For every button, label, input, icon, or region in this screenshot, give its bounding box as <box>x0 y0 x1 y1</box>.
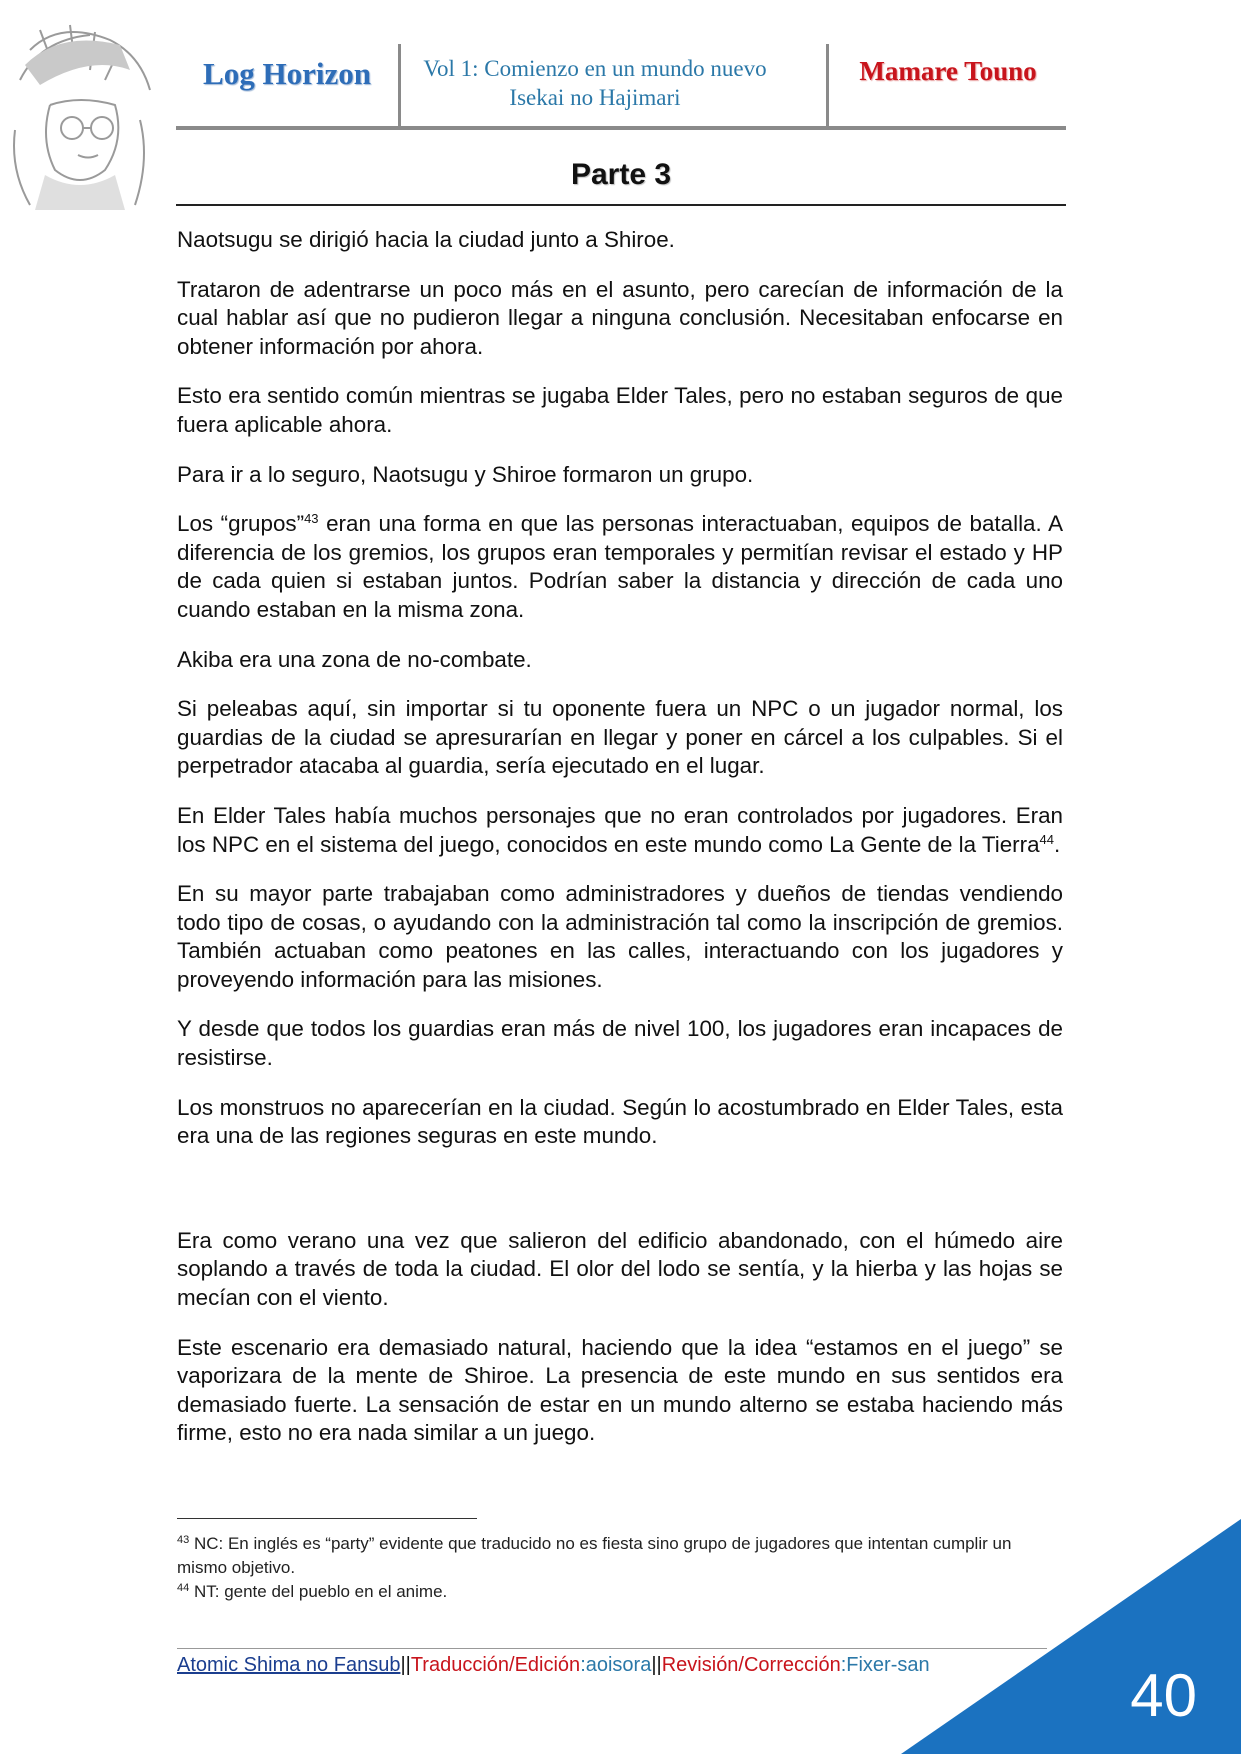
paragraph: Era como verano una vez que salieron del edificio abandonado, con el húmedo aire soplando a través de toda la ciudad. El olor del lodo se sentía, y la hierba y las hojas se mecían con el viento. <box>177 1227 1063 1311</box>
paragraph: Los monstruos no aparecerían en la ciudad. Según lo acostumbrado en Elder Tales, esta era una de las regiones seguras en este mundo. <box>177 1094 1063 1149</box>
header-rule <box>176 126 1066 130</box>
translator-name: :aoisora <box>580 1654 652 1676</box>
paragraph: Para ir a lo seguro, Naotsugu y Shiroe formaron un grupo. <box>177 461 754 487</box>
paragraph: Esto era sentido común mientras se jugaba Elder Tales, pero no estaban seguros de que fuera aplicable ahora. <box>177 383 1063 437</box>
paragraph: Y desde que todos los guardias eran más de nivel 100, los jugadores eran incapaces de resistirse. <box>177 1016 1063 1071</box>
header-divider <box>398 44 401 126</box>
author-name: Mamare Touno <box>859 56 1037 86</box>
credits-footer <box>177 1654 930 1677</box>
volume-line-2: Isekai no Hajimari <box>509 85 681 110</box>
paragraph: Naotsugu se dirigió hacia la ciudad junto a Shiroe. <box>177 227 675 252</box>
paragraph: Trataron de adentrarse un poco más en el asunto, pero carecían de información de la cual hablar así que no pudieron llegar a ninguna conclusión. Necesitaban enfocarse en obtener información por ahora. <box>177 276 1063 359</box>
page-number: 40 <box>1130 1662 1197 1729</box>
paragraph: Este escenario era demasiado natural, haciendo que la idea “estamos en el juego” se vaporizara de la mente de Shiroe. La presencia de este mundo en sus sentidos era demasiado fuerte. La sensación de estar en un mundo alterno se estaba haciendo más firme, esto no era nada similar a un juego. <box>177 1334 1063 1446</box>
footnote-ref[interactable]: 43 <box>304 511 319 527</box>
character-illustration <box>0 10 160 210</box>
header-divider <box>826 44 829 126</box>
volume-title <box>402 44 788 136</box>
title-rule <box>176 204 1066 206</box>
paragraph: Si peleabas aquí, sin importar si tu oponente fuera un NPC o un jugador normal, los guardias de la ciudad se apresurarían en llegar y poner en cárcel a los culpables. Si el perpetrador atacaba al guardia, sería ejecutado en el lugar. <box>177 696 1063 779</box>
footnote-ref[interactable]: 44 <box>1039 831 1054 847</box>
paragraph-text: En Elder Tales había muchos personajes que no eran controlados por jugadores. Eran los NPC en el sistema del juego, conocidos en este mundo como La Gente de la Tierra <box>177 802 1063 857</box>
review-label: Revisión/Corrección <box>661 1654 841 1676</box>
series-title: Log Horizon <box>203 56 371 91</box>
paragraph-text: . <box>1054 831 1061 857</box>
page-header <box>176 44 1066 126</box>
paragraph-text: Los “grupos” <box>177 511 305 537</box>
footnote-text: NC: En inglés es “party” evidente que traducido no es fiesta sino grupo de jugadores que intentan cumplir un mismo objetivo. <box>177 1534 1012 1577</box>
paragraph: En su mayor parte trabajaban como administradores y dueños de tiendas vendiendo todo tipo de cosas, o ayudando con la administración tal como la inscripción de gremios. También actuaban como peatones en las calles, interactuando con los jugadores y proveyendo información para las misiones. <box>177 881 1063 992</box>
footer-separator: || <box>651 1654 662 1676</box>
footnote-separator <box>177 1518 477 1519</box>
footnote-number: 43 <box>177 1534 190 1546</box>
paragraph-text: eran una forma en que las personas interactuaban, equipos de batalla. A diferencia de los gremios, los grupos eran temporales y permitían revisar el estado y HP de cada quien si estaban juntos. Podrían saber la distancia y dirección de cada uno cuando estaban en la misma zona. <box>177 511 1063 622</box>
paragraph <box>177 802 1063 859</box>
footnote-text: NT: gente del pueblo en el anime. <box>189 1582 448 1601</box>
body-text <box>177 226 1063 1469</box>
reviewer-name: :Fixer-san <box>840 1654 930 1676</box>
footer-separator: || <box>400 1654 411 1676</box>
footnote-number: 44 <box>177 1582 190 1594</box>
part-title: Parte 3 <box>570 158 672 191</box>
volume-line-1: Vol 1: Comienzo en un mundo nuevo <box>423 56 767 81</box>
translation-label: Traducción/Edición <box>410 1654 581 1676</box>
paragraph: Akiba era una zona de no-combate. <box>177 646 532 672</box>
fansub-link[interactable]: Atomic Shima no Fansub <box>177 1654 401 1676</box>
paragraph <box>177 510 1063 624</box>
